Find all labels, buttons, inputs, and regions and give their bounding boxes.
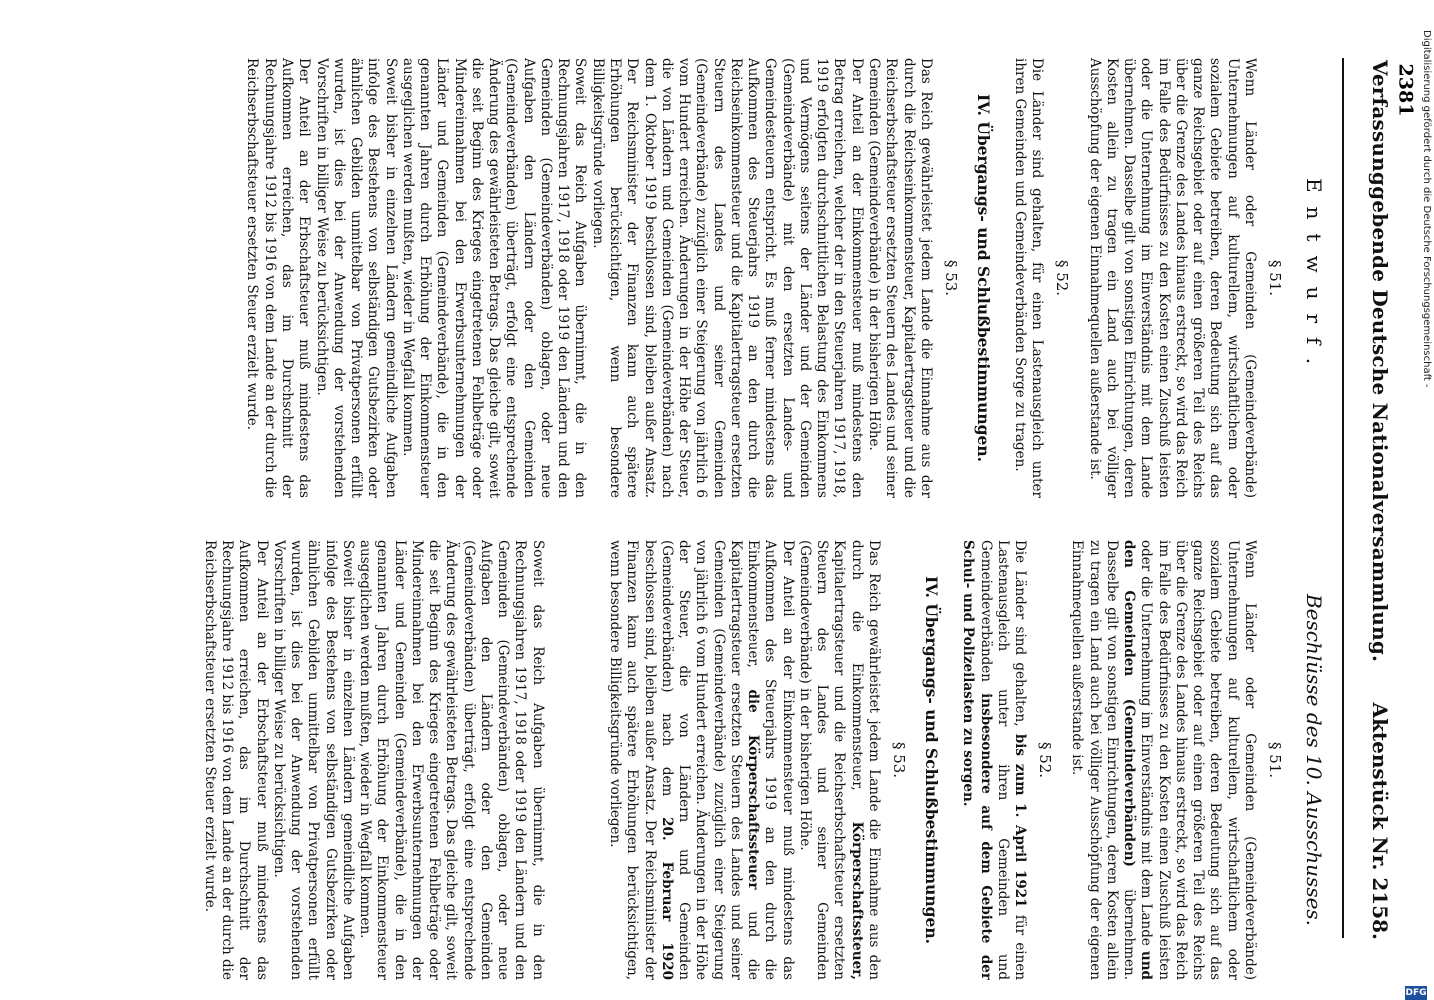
column-committee-resolutions <box>74 540 1334 980</box>
section-51-text-tail: übernehmen. Dasselbe gilt von sonstigen Einrichtungen, deren Kosten allein zu tragen ein Land auch bei völliger Ausschöpfung der eigenen Einnahmequellen außerstande ist. <box>1069 540 1138 980</box>
section-53-paragraph-5: Der Anteil an der Erbschaftsteuer muß mindestens das Aufkommen erreichen, das im Durchschnitt der Rechnungsjahre 1912 bis 1916 von dem Lande an der durch die Reichserbschaftsteuer ersetzten Steuer erzielt wurde. <box>244 58 313 498</box>
column-draft <box>74 58 1334 498</box>
section-51-text-lead: Wenn Länder oder Gemeinden (Gemeindeverbände) Unternehmungen auf kulturellem, wirtschaftlichem oder sozialem Gebiete betreiben, deren Bedeutung sich auf das ganze Reichsgebiet oder auf einen größeren Teil des Reichs über die Grenze des Landes hinaus erstreckt, so wird das Reich im Falle des Bedürfnisses zu den Kosten einen Zuschuß leisten oder die Unternehmung im Einverständnis mit dem Lande <box>1138 540 1258 980</box>
column-title-draft: Entwurf. <box>1302 177 1326 379</box>
section-53-p1-tail: Kapitalertragsteuer und die Reichserbschaftsteuer ersetzten Steuern des Landes und seiner Gemeinden (Gemeindeverbände) in der bisherigen Höhe. <box>796 540 848 980</box>
section-53-p2-bold-2: 20. Februar 1920 <box>658 817 675 980</box>
section-53-p1-lead: Das Reich gewährleistet jedem Lande die Einnahme aus den durch die Einkommensteuer, <box>848 540 883 980</box>
section-52-mid: für einen Lastenausgleich unter ihren Gemeinden und Gemeindeverbänden <box>977 540 1029 980</box>
chapter-heading-iv: IV. Übergangs- und Schlußbestimmungen. <box>973 93 993 463</box>
section-text-51: Wenn Länder oder Gemeinden (Gemeindeverbände) Unternehmungen auf kulturellem, wirtschaftlichem oder sozialem Gebiete betreiben, deren Bedeutung sich auf das ganze Reichsgebiet oder auf einen größeren Teil des Reichs über die Grenze des Landes hinaus erstreckt, so wird das Reich im Falle des Bedürfnisses zu den Kosten einen Zuschuß leisten oder die Unternehmung im Einverständnis mit dem Lande übernehmen. Dasselbe gilt von sonstigen Einrichtungen, deren Kosten allein zu tragen ein Land auch bei völliger Ausschöpfung der eigenen Einnahmequellen außerstande ist. <box>1086 58 1258 498</box>
section-53-p1-bold: Körperschaftssteuer, <box>848 821 865 980</box>
section-heading-51: § 51. <box>1266 259 1284 297</box>
section-53-p2-tail: beschlossen sind, bleiben außer Ansatz. Der Reichsminister der Finanzen kann auch spätere Erhöhungen berücksichtigen, wenn besondere Billigkeitsgründe vorliegen. <box>607 540 658 980</box>
page-number-wrap <box>1395 60 1415 120</box>
section-53-paragraph-1: Das Reich gewährleistet jedem Lande die Einnahme aus der durch die Reichseinkommensteuer, Kapitalertragsteuer und die Reichserbschaftsteuer ersetzten Steuern des Landes und seiner Gemeinden (Gemeindeverbände) in der bisherigen Höhe. <box>866 58 934 498</box>
section-52-bold-amendment: insbesondere auf dem Gebiete der Schul- und Polizeilasten zu sorgen. <box>960 540 994 980</box>
section-heading-53: § 53. <box>890 741 909 779</box>
digitization-credit <box>1418 30 1432 970</box>
section-text-51 <box>1068 540 1258 980</box>
column-spacer <box>546 540 606 980</box>
section-53-paragraph-3: Soweit das Reich Aufgaben übernimmt, die in den Rechnungsjahren 1917, 1918 oder 1919 den Ländern und den Gemeinden (Gemeindeverbänden) oblagen, oder neue Aufgaben den Ländern oder den Gemeinden (Gemeindeverbänden) überträgt, erfolgt eine entsprechende Änderung des gewährleisteten Betrags. Das gleiche gilt, soweit die seit Beginn des Krieges eingetretenen Fehlbeträge oder Mindereinnahmen bei den Erwerbsunternehmungen der Länder und Gemeinden (Gemeindeverbände), die in den genannten Jahren durch Erhöhung der Einkommensteuer ausgeglichen werden mußten, wieder in Wegfall kommen. <box>357 540 546 980</box>
header-rule <box>1342 58 1344 938</box>
column-title-resolutions: Beschlüsse des 10. Ausschusses. <box>1302 593 1326 927</box>
digitization-credit-text: Digitalisierung gefördert durch die Deutsche Forschungsgemeinschaft - <box>1421 30 1432 388</box>
section-53-paragraph-4: Soweit bisher in einzelnen Ländern gemeindliche Aufgaben infolge des Bestehens von selbständigen Gutsbezirken oder ähnlichen Gebilden unmittelbar von Privatpersonen erfüllt wurden, ist dies bei der Anwendung der vorstehenden Vorschriften in billiger Weise zu berücksichtigen. <box>270 540 356 980</box>
section-52-lead: Die Länder sind gehalten, <box>1012 540 1029 727</box>
section-53-p2-bold-1: die Körperschaftssteuer <box>745 689 762 890</box>
dfg-logo: DFG <box>1405 988 1427 998</box>
section-text-52 <box>959 540 1028 980</box>
section-text-52: Die Länder sind gehalten, für einen Lastenausgleich unter ihren Gemeinden und Gemeindeverbänden Sorge zu tragen. <box>1012 58 1046 498</box>
section-53-paragraph-1 <box>796 540 882 980</box>
section-53-paragraph-2: Der Anteil an der Einkommensteuer muß mindestens den Betrag erreichen, welcher der in den Steuerjahren 1917, 1918, 1919 erfolgten durchschnittlichen Belastung des Einkommens und Vermögens seitens der Länder und der Gemeinden (Gemeindeverbände) mit den ersetzten Landes- und Gemeindesteuern entspricht. Es muß ferner mindestens das Aufkommen des Steuerjahrs 1919 an den durch die Reichseinkommensteuer und die Kapitalertragsteuer ersetzten Steuern des Landes und seiner Gemeinden (Gemeindeverbände) zuzüglich einer Steigerung von jährlich 6 vom Hundert erreichen. Änderungen in der Höhe der Steuer, die von Ländern und Gemeinden (Gemeindeverbänden) nach dem 1. Oktober 1919 beschlossen sind, bleiben außer Ansatz. Der Reichsminister der Finanzen kann auch spätere Erhöhungen berücksichtigen, wenn besondere Billigkeitsgründe vorliegen. <box>589 58 865 498</box>
chapter-heading-iv: IV. Übergangs- und Schlußbestimmungen. <box>922 575 942 945</box>
section-heading-52: § 52. <box>1053 259 1072 297</box>
section-52-bold-date: bis zum 1. April 1921 <box>1012 733 1029 908</box>
page-header-title: Verfassunggebende Deutsche Nationalversammlung. <box>1368 60 1392 663</box>
section-53-paragraph-2 <box>606 540 796 980</box>
section-heading-52: § 52. <box>1036 741 1055 779</box>
section-53-p2-mid: und die Kapitalertragsteuer ersetzten Steuern des Landes und seiner Gemeinden (Gemeindeverbände) zuzüglich einer Steigerung von jährlich 6 vom Hundert erreichen. Änderungen in der Höhe der Steuer, die von Ländern und Gemeinden (Gemeindeverbänden) nach dem <box>658 540 762 980</box>
section-53-paragraph-5: Der Anteil an der Erbschaftsteuer muß mindestens das Aufkommen erreichen, das im Durchschnitt der Rechnungsjahre 1912 bis 1916 von dem Lande an der durch die Reichserbschaftsteuer ersetzten Steuer erzielt wurde. <box>201 540 270 980</box>
section-heading-51: § 51. <box>1266 741 1284 779</box>
section-53-paragraph-3: Soweit das Reich Aufgaben übernimmt, die in den Rechnungsjahren 1917, 1918 oder 1919 den Ländern und den Gemeinden (Gemeindeverbänden) oblagen, oder neue Aufgaben den Ländern oder den Gemeinden (Gemeindeverbänden) überträgt, erfolgt eine entsprechende Änderung des gewährleisteten Betrags. Das gleiche gilt, soweit die seit Beginn des Krieges eingetretenen Fehlbeträge oder Mindereinnahmen bei den Erwerbsunternehmungen der Länder und Gemeinden (Gemeindeverbände), die in den genannten Jahren durch Erhöhung der Einkommensteuer ausgeglichen werden mußten, wieder in Wegfall kommen. <box>399 58 589 498</box>
section-heading-53: § 53. <box>941 259 960 297</box>
section-53-p2-lead: Der Anteil an der Einkommensteuer muß mindestens das Aufkommen des Steuerjahrs 1919 an den durch die Einkommensteuer, <box>745 540 796 980</box>
page-number: 2381 <box>1394 63 1417 117</box>
section-51-bold-amendment: und den Gemeinden (Gemeindeverbänden) <box>1121 540 1155 980</box>
section-53-paragraph-4: Soweit bisher in einzelnen Ländern gemeindliche Aufgaben infolge des Bestehens von selbständigen Gutsbezirken oder ähnlichen Gebilden unmittelbar von Privatpersonen erfüllt wurden, ist dies bei der Anwendung der vorstehenden Vorschriften in billiger Weise zu berücksichtigen. <box>313 58 399 498</box>
page-header-item-number: Aktenstück Nr. 2158. <box>1368 702 1392 940</box>
